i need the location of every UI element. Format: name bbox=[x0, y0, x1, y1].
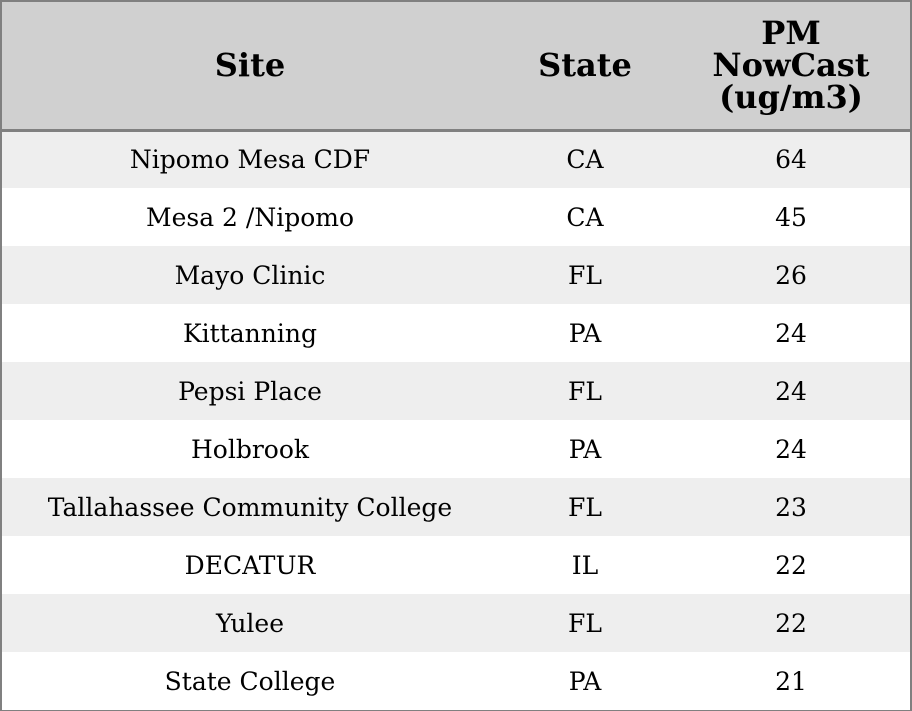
cell-site: Pepsi Place bbox=[178, 376, 322, 406]
table-row bbox=[2, 246, 910, 304]
cell-site: Nipomo Mesa CDF bbox=[129, 145, 371, 175]
cell-state: CA bbox=[566, 202, 604, 232]
column-header-pm-line-1: PM bbox=[761, 14, 821, 53]
cell-pm-nowcast: 22 bbox=[775, 608, 807, 638]
table-row bbox=[2, 478, 910, 536]
cell-pm-nowcast: 24 bbox=[775, 318, 807, 348]
cell-state: FL bbox=[568, 376, 602, 406]
table-row bbox=[2, 420, 910, 478]
cell-state: FL bbox=[568, 608, 602, 638]
cell-pm-nowcast: 24 bbox=[775, 376, 807, 406]
cell-site: Mesa 2 /Nipomo bbox=[145, 202, 355, 232]
cell-pm-nowcast: 23 bbox=[775, 492, 807, 522]
cell-pm-nowcast: 26 bbox=[775, 260, 807, 290]
cell-state: PA bbox=[568, 318, 602, 348]
table-body bbox=[2, 130, 910, 710]
table-row bbox=[2, 362, 910, 420]
cell-pm-nowcast: 64 bbox=[775, 145, 807, 175]
pm-nowcast-table bbox=[2, 2, 910, 710]
column-header-pm-line-3: (ug/m3) bbox=[719, 78, 863, 117]
cell-site: Mayo Clinic bbox=[174, 260, 326, 290]
column-header-state: State bbox=[498, 2, 672, 130]
table-row bbox=[2, 536, 910, 594]
table-row bbox=[2, 304, 910, 362]
table-header bbox=[2, 2, 910, 130]
table-row bbox=[2, 594, 910, 652]
table-row bbox=[2, 188, 910, 246]
table-row bbox=[2, 130, 910, 188]
column-header-pm-line-2: NowCast bbox=[712, 46, 870, 85]
cell-site: Kittanning bbox=[183, 318, 317, 348]
cell-site: Yulee bbox=[215, 608, 285, 638]
cell-state: IL bbox=[571, 550, 599, 580]
cell-site: Tallahassee Community College bbox=[47, 492, 453, 522]
cell-state: CA bbox=[566, 145, 604, 175]
cell-state: PA bbox=[568, 666, 602, 696]
cell-site: Holbrook bbox=[190, 434, 310, 464]
cell-pm-nowcast: 22 bbox=[775, 550, 807, 580]
cell-state: PA bbox=[568, 434, 602, 464]
cell-state: FL bbox=[568, 260, 602, 290]
column-header-pm-nowcast bbox=[672, 2, 910, 130]
cell-pm-nowcast: 24 bbox=[775, 434, 807, 464]
column-header-site: Site bbox=[2, 2, 498, 130]
header-row bbox=[2, 2, 910, 130]
cell-pm-nowcast: 45 bbox=[775, 202, 807, 232]
cell-state: FL bbox=[568, 492, 602, 522]
cell-pm-nowcast: 21 bbox=[775, 666, 807, 696]
cell-site: State College bbox=[164, 666, 336, 696]
cell-site: DECATUR bbox=[184, 550, 316, 580]
table-row bbox=[2, 652, 910, 710]
